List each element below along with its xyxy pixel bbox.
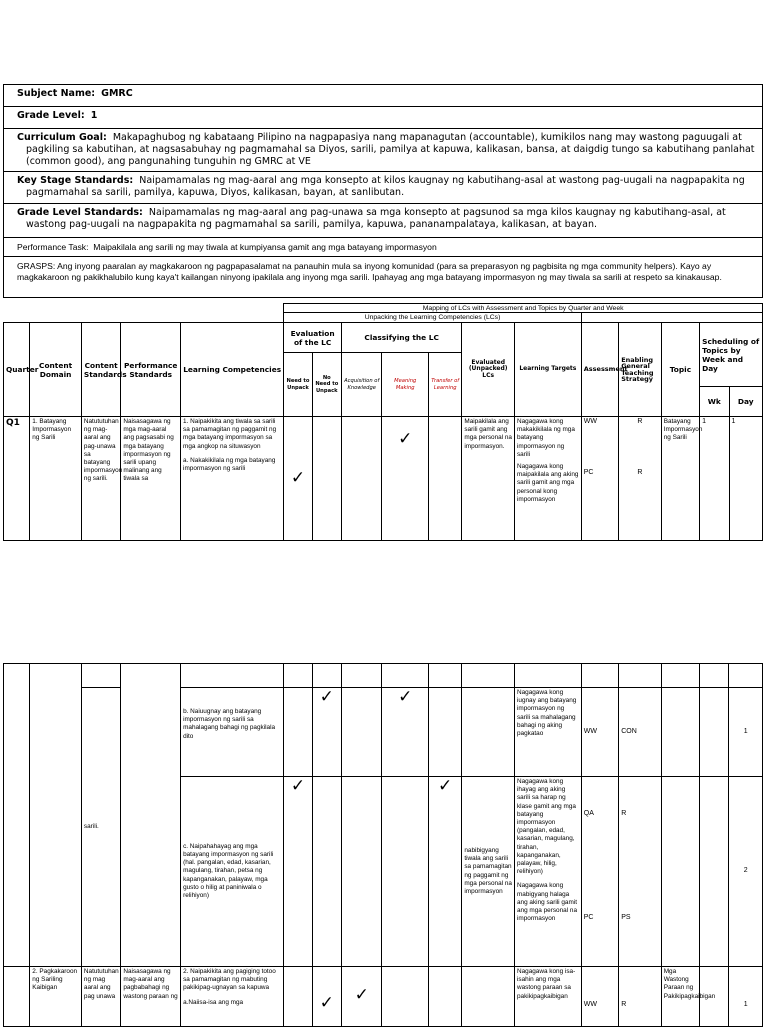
unpacking-title: Unpacking the Learning Competencies (LCs) xyxy=(284,313,581,323)
check-mark-icon: ✓ xyxy=(312,967,341,1027)
header-table xyxy=(3,84,763,298)
table-row-2 xyxy=(4,967,763,1027)
check-mark-icon: ✓ xyxy=(284,417,312,541)
col-no-need: No Need to Unpack xyxy=(312,353,341,417)
col-topic: Topic xyxy=(661,323,699,417)
strategy-cell: R R xyxy=(619,417,662,541)
strategy-cell: CON xyxy=(619,688,662,777)
learning-targets-cell: Nagagawa kong isa-isahin ang mga wastong paraan sa pakikipagkaibigan xyxy=(514,967,581,1027)
learning-competencies-cell: 1. Naipakikita ang tiwala sa sarili sa pamamagitan ng paggamit ng mga batayang impormasyon sa mga angkop na situwasyon a. Nakakikilala ng mga batayang impormasyon ng sarili xyxy=(181,417,284,541)
col-meaning: Meaning Making xyxy=(382,353,429,417)
col-evaluation: Evaluation of the LC xyxy=(284,323,342,353)
check-mark-icon: ✓ xyxy=(382,417,429,541)
grade-level-standards: Grade Level Standards: Naipamamalas ng mag-aaral ang pag-unawa sa mga konsepto at pagsunod sa mga kilos kaugnay ng kabutihang-asal, at wastong pag-uugali na nagpapakita ng pagmamahal sa sarili, pamilya, kapuwa, pananampalataya, kalikasan, at bayan. xyxy=(4,204,763,238)
check-mark-icon: ✓ xyxy=(284,777,312,967)
assessment-cell: WW xyxy=(581,967,618,1027)
table-row-q1 xyxy=(4,417,763,541)
learning-competencies-cell: c. Naipahahayag ang mga batayang impormasyon ng sarili (hal. pangalan, edad, kasarian, magulang, tirahan, petsa ng kapanganakan, palayaw, mga gusto o hilig at paniniwala o relihiyon) xyxy=(181,777,284,967)
content-standards-cell: Natututuhan ng mag-aaral ang pag-unawa sa batayang impormasyon ng sarili. xyxy=(81,417,120,541)
key-stage-standards: Key Stage Standards: Naipamamalas ng mag-aaral ang mga konsepto at kilos kaugnay ng kabutihang-asal at wastong pag-uugali na nagpapakita ng pagmamahal sa sarili, pamilya, kapuwa, Diyos, kalikasan, bayan, at sanlibutan. xyxy=(4,172,763,204)
mapping-title: Mapping of LCs with Assessment and Topics by Quarter and Week xyxy=(284,304,763,313)
mapping-table-continued xyxy=(3,663,763,1027)
strategy-cell: R xyxy=(619,967,662,1027)
content-domain-cell: 1. Batayang Impormasyon ng Sarili xyxy=(30,417,82,541)
day-cell: 1 xyxy=(729,688,763,777)
assessment-cell: QA PC xyxy=(581,777,618,967)
day-cell: 2 xyxy=(729,777,763,967)
assessment-cell: WW PC xyxy=(581,417,618,541)
col-content-standards: Content Standards xyxy=(81,323,120,417)
learning-competencies-cell: b. Naiuugnay ang batayang impormasyon ng sarili sa mahalagang bahagi ng pagkilala dito xyxy=(181,688,284,777)
learning-competencies-cell: 2. Naipakikita ang pagiging totoo sa pamamagitan ng mabuting pakikipag-ugnayan sa kapuwa a.Naiisa-isa ang mga xyxy=(181,967,284,1027)
col-wk: Wk xyxy=(700,387,729,417)
col-performance-standards: Performance Standards xyxy=(121,323,181,417)
col-content-domain: Content Domain xyxy=(30,323,82,417)
evaluated-cell: Maipakilala ang sarili gamit ang mga personal na impormasyon. xyxy=(462,417,515,541)
quarter-cell: Q1 xyxy=(4,417,30,541)
col-learning-targets: Learning Targets xyxy=(514,323,581,417)
subject-row: Subject Name: GMRC xyxy=(4,85,763,107)
assessment-cell: WW xyxy=(581,688,618,777)
col-enabling: Enabling General Teaching Strategy xyxy=(619,323,662,417)
grasps: GRASPS: Ang inyong paaralan ay magkakaroon ng pagpapasalamat na panauhin mula sa inyong komunidad (para sa preparasyon ng pagbisita ng mga community helpers). Kayo ay magkakaroon ng pakikhalubilo kung kaya't kailangan ninyong ipakilala ang inyong mga sarili. Ipahayag ang mga batayang impormasyon ng may tiwala sa sarili at respeto sa kinakausap. xyxy=(4,257,763,298)
table-row-b xyxy=(4,688,763,777)
learning-targets-cell: Nagagawa kong ihayag ang aking sarili sa harap ng klase gamit ang mga batayang impormasyon (pangalan, edad, kasarian, magulang, tirahan, kapanganakan, palayaw, hilig, relihiyon) Nagagawa kong mabigyang halaga ang aking sarili gamit ang mga personal na impormasyon xyxy=(514,777,581,967)
performance-standards-cell: Naisasagawa ng mag-aaral ang pagbabahagi ng wastong paraan ng xyxy=(121,967,181,1027)
col-assessment: Assessment xyxy=(581,323,618,417)
day-cell: 1 xyxy=(729,967,763,1027)
col-evaluated: Evaluated (Unpacked) LCs xyxy=(462,323,515,417)
topic-cell: Mga Wastong Paraan ng Pakikipagkaibigan xyxy=(661,967,699,1027)
col-classifying: Classifying the LC xyxy=(341,323,461,353)
col-acquisition: Acquisition of Knowledge xyxy=(341,353,381,417)
check-mark-icon: ✓ xyxy=(428,777,461,967)
col-day: Day xyxy=(729,387,763,417)
col-learning-competencies: Learning Competencies xyxy=(181,323,284,417)
learning-targets-cell: Nagagawa kong makakikilala ng mga batayang impormasyon ng sarili Nagagawa kong maipakilala ang aking sarili gamit ang mga personal kong impormasyon xyxy=(514,417,581,541)
day-cell: 1 xyxy=(729,417,763,541)
col-transfer: Transfer of Learning xyxy=(428,353,461,417)
check-mark-icon: ✓ xyxy=(312,688,341,777)
topic-cell: Batayang Impormasyon ng Sarili xyxy=(661,417,699,541)
learning-targets-cell: Nagagawa kong iugnay ang batayang impormasyon ng sarili sa mahalagang bahagi ng aking pagkatao xyxy=(514,688,581,777)
col-need-to-unpack: Need to Unpack xyxy=(284,353,312,417)
week-cell: 1 xyxy=(700,417,729,541)
content-domain-cell: 2. Pagkakaroon ng Sariling Kaibigan xyxy=(30,967,82,1027)
col-quarter: Quarter xyxy=(4,323,30,417)
performance-task: Performance Task: Maipakilala ang sarili ng may tiwala at kumpiyansa gamit ang mga batayang impormasyon xyxy=(4,238,763,257)
performance-standards-cell: Naisasagawa ng mga mag-aaral ang pagsasabi ng mga batayang impormasyon ng sarili upang malinang ang tiwala sa xyxy=(121,417,181,541)
curriculum-goal: Curriculum Goal: Makapaghubog ng kabataang Pilipino na nagpapasiya nang mapanagutan (accountable), kumikilos nang may wastong paguugali at pagkiling sa kabutihan, at nagsasabuhay ng pagmamahal sa Diyos, sarili, pamilya at kapuwa, kalikasan, bansa, at daigdig tungo sa kabutihang panlahat (common good), ang pangunahing tunguhin ng GMRC at VE xyxy=(4,129,763,172)
grade-row: Grade Level: 1 xyxy=(4,107,763,129)
check-mark-icon: ✓ xyxy=(382,688,429,777)
evaluated-cell: nabibigyang tiwala ang sarili sa pamamagitan ng paggamit ng mga personal na impormasyon xyxy=(462,777,515,967)
content-standards-cell: Natututuhan ng mag aaral ang pag unawa xyxy=(81,967,120,1027)
strategy-cell: R PS xyxy=(619,777,662,967)
col-scheduling: Scheduling of Topics by Week and Day xyxy=(700,323,763,387)
mapping-table xyxy=(3,303,763,541)
content-standards-cell: sarili. xyxy=(81,688,120,967)
check-mark-icon: ✓ xyxy=(341,967,381,1027)
